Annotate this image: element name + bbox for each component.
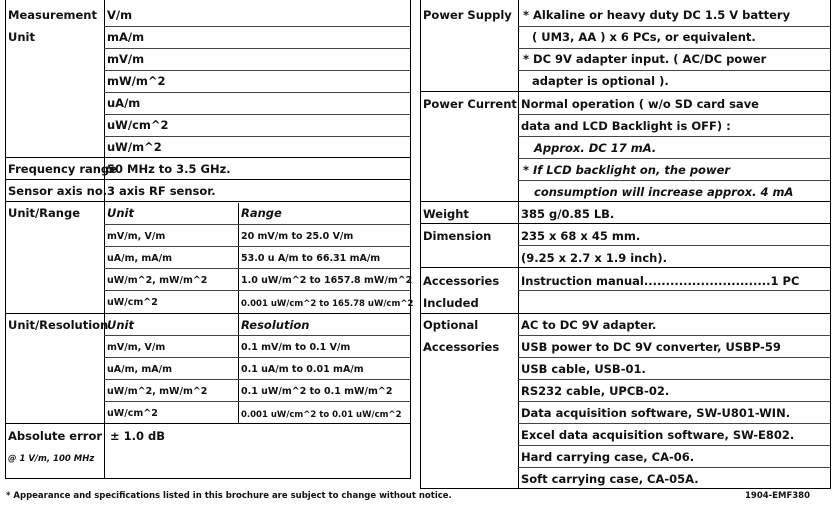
abs-error-label: Absolute error	[8, 429, 103, 443]
optional-item: RS232 cable, UPCB-02.	[521, 384, 670, 398]
power-current-line: * If LCD backlight on, the power	[523, 163, 731, 177]
abs-error-note: @ 1 V/m, 100 MHz	[8, 454, 95, 464]
measurement-label: Measurement	[8, 8, 97, 22]
range-head-unit: Unit	[107, 206, 134, 220]
resolution-head-unit: Unit	[107, 318, 134, 332]
range-value: 1.0 uW/m^2 to 1657.8 mW/m^2	[241, 275, 413, 286]
optional-item: Data acquisition software, SW-U801-WIN.	[521, 406, 791, 420]
optional-accessories-label: Accessories	[423, 340, 500, 354]
optional-item: Excel data acquisition software, SW-E802.	[521, 428, 795, 442]
unit-item: mA/m	[107, 30, 145, 44]
range-head-range: Range	[241, 206, 282, 220]
resolution-value: 0.1 mV/m to 0.1 V/m	[241, 342, 351, 353]
resolution-unit: uW/m^2, mW/m^2	[107, 386, 208, 397]
accessories-label: Accessories	[423, 274, 500, 288]
weight-label: Weight	[423, 207, 469, 221]
footer-note: * Appearance and specifications listed in this brochure are subject to change without notice.	[6, 491, 452, 501]
optional-item: USB cable, USB-01.	[521, 362, 646, 376]
accessories-value: Instruction manual.............................1 PC	[521, 274, 800, 288]
power-current-line: Normal operation ( w/o SD card save	[521, 97, 759, 111]
range-unit: uA/m, mA/m	[107, 253, 173, 264]
sensor-value: 3 axis RF sensor.	[107, 184, 216, 198]
range-unit: uW/m^2, mW/m^2	[107, 275, 208, 286]
resolution-value: 0.1 uA/m to 0.01 mA/m	[241, 364, 364, 375]
unit-item: uW/m^2	[107, 140, 162, 154]
abs-error-value: ± 1.0 dB	[110, 429, 166, 443]
unit-item: uW/cm^2	[107, 118, 169, 132]
optional-item: USB power to DC 9V converter, USBP-59	[521, 340, 781, 354]
dimension-value: 235 x 68 x 45 mm.	[521, 229, 641, 243]
range-unit: mV/m, V/m	[107, 231, 166, 242]
range-value: 0.001 uW/cm^2 to 165.78 uW/cm^2	[241, 299, 414, 309]
resolution-value: 0.1 uW/m^2 to 0.1 mW/m^2	[241, 386, 393, 397]
unit-item: mV/m	[107, 52, 145, 66]
unit-resolution-label: Unit/Resolution	[8, 318, 109, 332]
resolution-unit: mV/m, V/m	[107, 342, 166, 353]
power-supply-line: adapter is optional ).	[532, 74, 669, 88]
unit-item: mW/m^2	[107, 74, 166, 88]
range-value: 20 mV/m to 25.0 V/m	[241, 231, 354, 242]
power-supply-line: ( UM3, AA ) x 6 PCs, or equivalent.	[532, 30, 756, 44]
resolution-unit: uA/m, mA/m	[107, 364, 173, 375]
power-current-line: data and LCD Backlight is OFF) :	[521, 119, 731, 133]
unit-label: Unit	[8, 30, 35, 44]
resolution-unit: uW/cm^2	[107, 408, 158, 419]
power-supply-label: Power Supply	[423, 8, 512, 22]
frequency-value: 50 MHz to 3.5 GHz.	[107, 162, 231, 176]
unit-item: V/m	[107, 8, 133, 22]
power-current-line: consumption will increase approx. 4 mA	[534, 185, 794, 199]
optional-item: Hard carrying case, CA-06.	[521, 450, 695, 464]
resolution-value: 0.001 uW/cm^2 to 0.01 uW/cm^2	[241, 410, 402, 420]
dimension-value-inch: (9.25 x 2.7 x 1.9 inch).	[521, 251, 667, 265]
unit-range-label: Unit/Range	[8, 206, 80, 220]
range-value: 53.0 u A/m to 66.31 mA/m	[241, 253, 381, 264]
frequency-label: Frequency range	[8, 162, 117, 176]
optional-item: Soft carrying case, CA-05A.	[521, 472, 699, 486]
power-current-label: Power Current	[423, 97, 517, 111]
power-current-line: Approx. DC 17 mA.	[534, 141, 657, 155]
optional-item: AC to DC 9V adapter.	[521, 318, 657, 332]
resolution-head-resolution: Resolution	[241, 318, 310, 332]
power-supply-line: * Alkaline or heavy duty DC 1.5 V battery	[523, 8, 791, 22]
unit-item: uA/m	[107, 96, 141, 110]
included-label: Included	[423, 296, 479, 310]
optional-label: Optional	[423, 318, 479, 332]
sensor-label: Sensor axis no.	[8, 184, 108, 198]
footer-code: 1904-EMF380	[745, 491, 810, 501]
range-unit: uW/cm^2	[107, 297, 158, 308]
dimension-label: Dimension	[423, 229, 492, 243]
power-supply-line: * DC 9V adapter input. ( AC/DC power	[523, 52, 767, 66]
weight-value: 385 g/0.85 LB.	[521, 207, 615, 221]
